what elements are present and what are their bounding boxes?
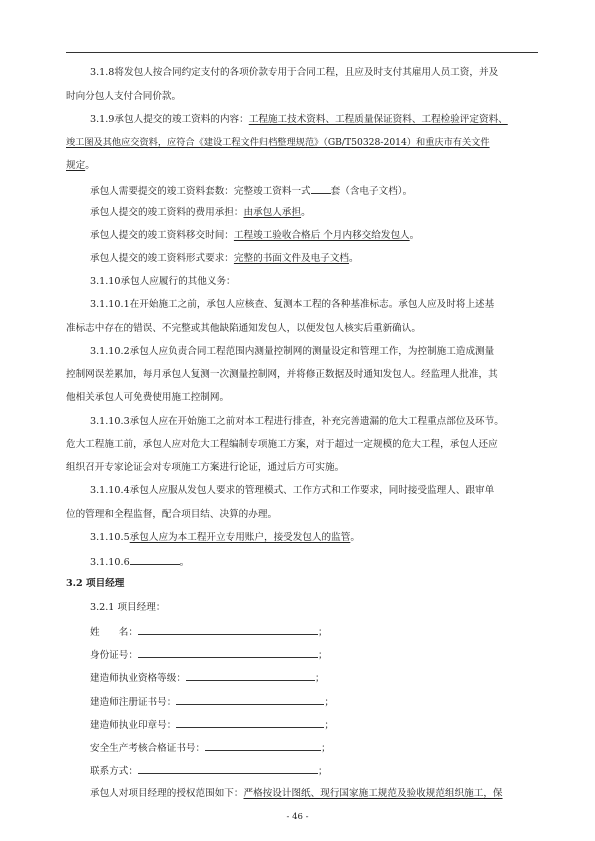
para-3-1-10-6-end: 。	[179, 557, 190, 568]
para-3-1-10-6-blank	[130, 554, 180, 565]
para-cost-underline: 由承包人承担	[243, 207, 302, 218]
para-3-1-9-line1	[90, 113, 562, 127]
para-3-1-10-3-line2: 危大工程施工前，承包人应对危大工程编制专项施工方案，对于超过一定规模的危大工程，承包人还应	[66, 439, 498, 450]
field-contact-end: ；	[317, 766, 328, 777]
para-3-1-10-2-line1: 3.1.10.2承包人应负责合同工程范围内测量控制网的测量设定和管理工作，为控制施工造成测量	[90, 346, 495, 357]
para-3-1-8-line1: 3.1.8将发包人按合同约定支付的各项价款专用于合同工程，且应及时支付其雇用人员工资，并及	[90, 67, 499, 78]
para-time	[90, 229, 562, 243]
field-contact	[90, 763, 562, 779]
field-id-number-end: ；	[317, 650, 328, 661]
para-3-1-10-5-end: 。	[350, 532, 360, 543]
field-seal-number-end: ；	[324, 720, 334, 731]
para-3-1-10-4-line2: 位的管理和全程监督，配合项目结、决算的办理。	[66, 509, 278, 520]
field-safety-cert-blank	[205, 740, 321, 751]
para-form-underline: 完整的书面文件及电子文档	[233, 253, 350, 264]
para-cost	[90, 206, 562, 220]
para-3-1-10-1-line2: 准标志中存在的错误、不完整或其他缺陷通知发包人，以便发包人核实后重新确认。	[66, 323, 421, 334]
copies-blank	[311, 183, 331, 194]
field-qualification-level-label: 建造师执业资格等级：	[90, 673, 186, 684]
field-seal-number-blank	[176, 717, 324, 728]
field-registration-cert	[90, 694, 562, 710]
para-copies-text-a: 承包人需要提交的竣工资料套数：完整竣工资料一式	[90, 186, 311, 197]
para-form-text-a: 承包人提交的竣工资料形式要求：	[90, 253, 234, 264]
para-3-1-10-5-underline: 承包人应为本工程开立专用账户，接受发包人的监管	[129, 532, 351, 543]
field-seal-number-label: 建造师执业印章号：	[90, 720, 177, 731]
para-3-1-10-6	[90, 554, 562, 570]
header-rule	[66, 52, 538, 53]
field-safety-cert	[90, 740, 562, 756]
para-cost-text-b: 。	[301, 207, 311, 218]
field-registration-cert-end: ；	[324, 697, 334, 708]
field-registration-cert-blank	[176, 694, 324, 705]
para-authorization	[90, 787, 540, 801]
para-3-1-10-2-line3: 他相关承包人可免费使用施工控制网。	[66, 392, 230, 403]
subsection-heading: 3.2.1 项目经理：	[90, 602, 166, 613]
para-3-1-10-3-line1: 3.1.10.3承包人应在开始施工之前对本工程进行排查，补充完善遗漏的危大工程重点部位及环节。	[90, 416, 504, 427]
field-seal-number	[90, 717, 562, 733]
para-3-1-9-end: 。	[85, 160, 95, 171]
field-name-blank	[138, 624, 318, 635]
para-3-1-10-5-num: 3.1.10.5	[90, 532, 130, 543]
field-contact-blank	[138, 763, 318, 774]
para-authorization-underline: 严格按设计图纸、现行国家施工规范及验收规范组织施工，保	[243, 788, 503, 799]
field-qualification-level	[90, 670, 562, 686]
para-form-text-b: 。	[349, 253, 359, 264]
para-3-1-10-6-num: 3.1.10.6	[90, 557, 130, 568]
para-copies	[90, 183, 562, 199]
para-3-1-10-4-line1: 3.1.10.4承包人应服从发包人要求的管理模式、工作方式和工作要求，同时接受监理人、跟审单	[90, 485, 495, 496]
para-time-text-a: 承包人提交的竣工资料移交时间：	[90, 230, 234, 241]
para-3-1-9-line2: 竣工图及其他应交资料，应符合《建设工程文件归档整理规范》（GB/T50328-2014）和重庆市有关文件	[66, 137, 490, 148]
para-time-underline: 工程竣工验收合格后 个月内移交给发包人	[233, 230, 410, 241]
para-authorization-text: 承包人对项目经理的授权范围如下：	[90, 788, 244, 799]
para-3-1-10-5	[90, 531, 562, 545]
para-3-1-9-underline1: 工程施工技术资料、工程质量保证资料、工程检验评定资料、	[248, 114, 508, 125]
para-3-1-10-2-line2: 控制网误差累加，每月承包人复测一次测量控制网，并将修正数据及时通知发包人。经监理人批准，其	[66, 369, 498, 380]
para-copies-text-b: 套（含电子文档）。	[330, 186, 413, 197]
para-3-1-9-prefix: 3.1.9承包人提交的竣工资料的内容：	[90, 114, 249, 125]
para-3-1-10-3-line3: 组织召开专家论证会对专项施工方案进行论证，通过后方可实施。	[66, 462, 345, 473]
para-time-text-b: 。	[409, 230, 420, 241]
para-form	[90, 252, 562, 266]
field-name	[90, 624, 562, 640]
para-3-1-10-1-line1: 3.1.10.1在开始施工之前，承包人应核查、复测本工程的各种基准标志。承包人应及时将上述基	[90, 299, 495, 310]
para-cost-text-a: 承包人提交的竣工资料的费用承担：	[90, 207, 244, 218]
para-3-1-9-underline3: 规定	[66, 160, 86, 171]
field-name-end: ；	[317, 627, 328, 638]
field-qualification-level-end: ；	[314, 673, 325, 684]
para-3-1-10: 3.1.10承包人应履行的其他义务：	[90, 276, 236, 287]
field-qualification-level-blank	[186, 670, 315, 681]
page-number: - 46 -	[286, 812, 309, 822]
field-safety-cert-label: 安全生产考核合格证书号：	[90, 743, 206, 754]
section-heading: 3.2 项目经理	[66, 578, 125, 589]
field-id-number-blank	[138, 647, 318, 658]
para-3-1-8-line2: 时向分包人支付合同价款。	[66, 91, 182, 102]
field-registration-cert-label: 建造师注册证书号：	[90, 697, 177, 708]
field-id-number-label: 身份证号：	[90, 650, 138, 661]
para-3-1-9-line3	[66, 159, 538, 173]
field-safety-cert-end: ；	[321, 743, 331, 754]
field-contact-label: 联系方式：	[90, 766, 138, 777]
field-name-label: 姓 名：	[90, 627, 138, 638]
field-id-number	[90, 647, 562, 663]
